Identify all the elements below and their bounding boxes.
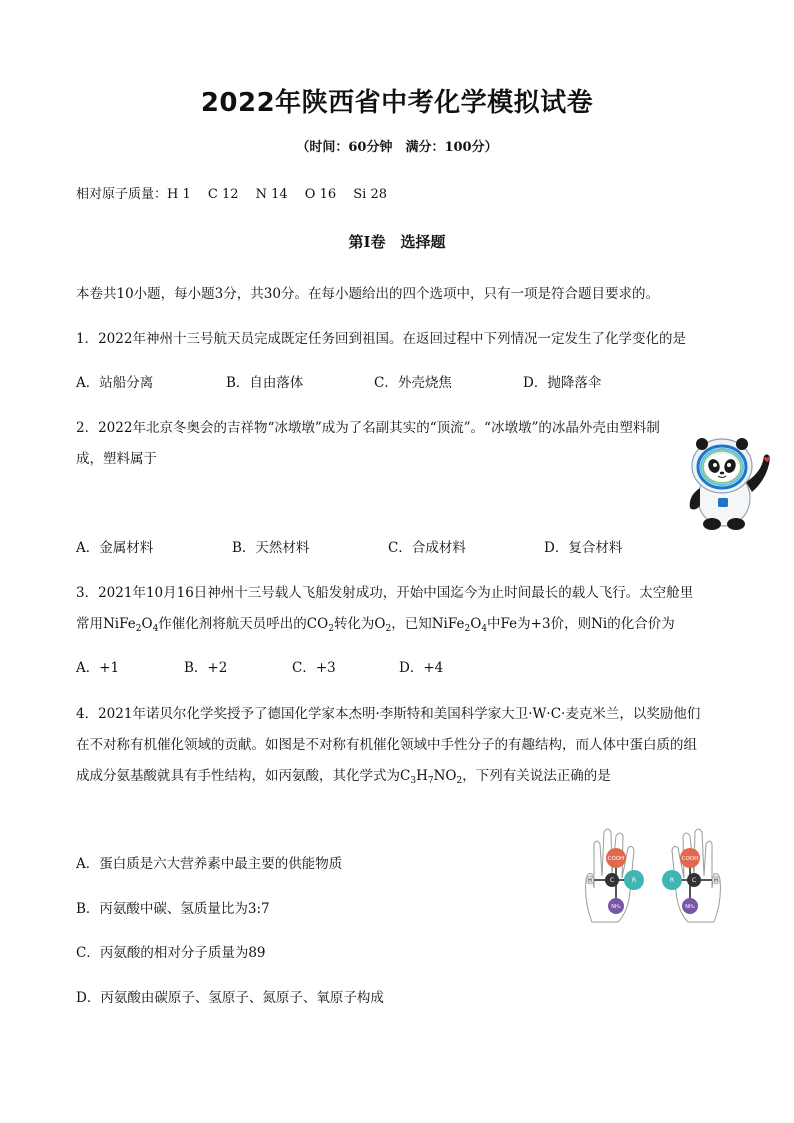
q3-stem-line1: 3．2021年10月16日神州十三号载人飞船发射成功，开始中国迄今为止时间最长的载人飞行。太空舱里 bbox=[76, 585, 694, 601]
left-r-label: R bbox=[631, 877, 637, 884]
q4-option-a[interactable]: A．蛋白质是六大营养素中最主要的供能物质 bbox=[76, 856, 343, 872]
q3-option-c[interactable]: C．+3 bbox=[292, 660, 336, 676]
bing-dwen-dwen-mascot-image bbox=[678, 432, 774, 532]
q2-stem-line1: 2．2022年北京冬奥会的吉祥物“冰墩墩”成为了名副其实的“顶流”。“冰墩墩”的冰晶外壳由塑料制 bbox=[76, 420, 660, 436]
q4-stem-line1: 4．2021年诺贝尔化学奖授予了德国化学家本杰明·李斯特和美国科学家大卫·W·C·麦克米兰，以奖励他们 bbox=[76, 706, 701, 722]
right-c-label: C bbox=[691, 877, 697, 884]
exam-subtitle: （时间：60分钟 满分：100分） bbox=[296, 140, 498, 155]
q2-option-a[interactable]: A．金属材料 bbox=[76, 540, 154, 556]
right-h-label: H bbox=[714, 878, 718, 884]
q1-option-b[interactable]: B．自由落体 bbox=[226, 375, 304, 391]
left-nh2-label: NH₂ bbox=[611, 904, 621, 910]
left-h-label: H bbox=[588, 878, 592, 884]
q3-stem-line2: 常用$NiFe_2O_4$作催化剂将航天员呼出的$CO_2$转化为$O_2$，已知$NiFe_2O_4$中Fe为+3价，则Ni的化合价为 bbox=[76, 616, 675, 634]
right-r-label: R bbox=[669, 877, 675, 884]
q2-option-b[interactable]: B．天然材料 bbox=[232, 540, 310, 556]
q2-stem-line2: 成，塑料属于 bbox=[76, 451, 157, 467]
q3-option-a[interactable]: A．+1 bbox=[76, 660, 120, 676]
q2-option-c[interactable]: C．合成材料 bbox=[388, 540, 466, 556]
q2-option-d[interactable]: D．复合材料 bbox=[544, 540, 623, 556]
q1-stem: 1．2022年神州十三号航天员完成既定任务回到祖国。在返回过程中下列情况一定发生了化学变化的是 bbox=[76, 331, 686, 347]
page-title: 2022年陕西省中考化学模拟试卷 bbox=[200, 88, 594, 118]
section-title: 第Ⅰ卷 选择题 bbox=[348, 233, 446, 251]
right-cooh-label: COOH bbox=[681, 856, 699, 862]
q1-option-c[interactable]: C．外壳烧焦 bbox=[374, 375, 452, 391]
left-c-label: C bbox=[609, 877, 615, 884]
q1-option-a[interactable]: A．站船分离 bbox=[76, 375, 154, 391]
atomic-masses: 相对原子质量：H 1 C 12 N 14 O 16 Si 28 bbox=[76, 187, 388, 202]
right-nh2-label: NH₂ bbox=[685, 904, 695, 910]
q3-option-d[interactable]: D．+4 bbox=[399, 660, 444, 676]
left-cooh-label: COOH bbox=[607, 856, 625, 862]
q1-option-d[interactable]: D．抛降落伞 bbox=[523, 375, 602, 391]
chiral-molecule-hands-image bbox=[578, 822, 728, 926]
q4-option-d[interactable]: D．丙氨酸由碳原子、氢原子、氮原子、氧原子构成 bbox=[76, 990, 384, 1006]
q4-option-b[interactable]: B．丙氨酸中碳、氢质量比为3:7 bbox=[76, 901, 270, 917]
q3-option-b[interactable]: B．+2 bbox=[184, 660, 228, 676]
q4-option-c[interactable]: C．丙氨酸的相对分子质量为89 bbox=[76, 945, 266, 961]
q4-stem-line3: 成成分氨基酸就具有手性结构，如丙氨酸，其化学式为$C_3H_7NO_2$，下列有关说法正确的是 bbox=[76, 768, 611, 786]
q4-stem-line2: 在不对称有机催化领域的贡献。如图是不对称有机催化领域中手性分子的有趣结构，而人体中蛋白质的组 bbox=[76, 737, 697, 753]
instructions: 本卷共10小题，每小题3分，共30分。在每小题给出的四个选项中，只有一项是符合题目要求的。 bbox=[76, 286, 659, 302]
